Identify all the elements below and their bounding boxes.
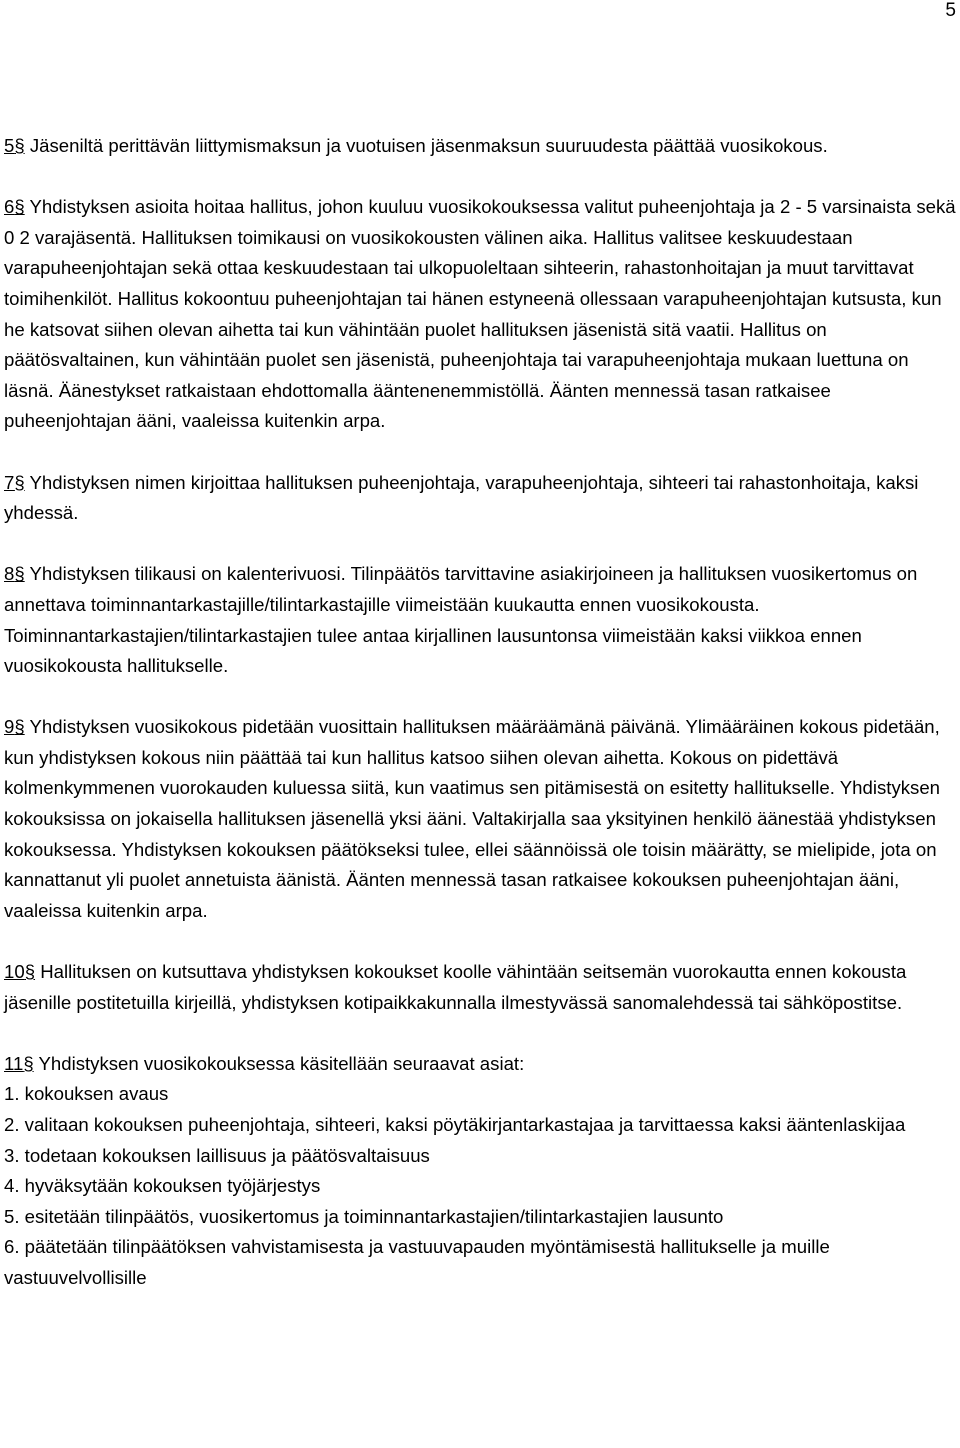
section-number: 9 [4,716,15,738]
section-11-intro [4,1049,956,1080]
section-number: 8 [4,563,15,585]
section-5 [4,131,956,162]
section-8 [4,559,956,681]
agenda-item: 2. valitaan kokouksen puheenjohtaja, sihteeri, kaksi pöytäkirjantarkastajaa ja tarvittaessa kaksi ääntenlaskijaa [4,1114,906,1135]
section-text: Jäseniltä perittävän liittymismaksun ja vuotuisen jäsenmaksun suuruudesta päättää vuosikokous. [24,135,828,156]
section-sign-icon: § [14,135,25,156]
agenda-item: 3. todetaan kokouksen laillisuus ja päätösvaltaisuus [4,1144,430,1166]
section-number: 6 [4,196,15,218]
section-11 [4,1049,956,1294]
section-text: Yhdistyksen vuosikokouksessa käsitellään seuraavat asiat: [33,1052,525,1074]
section-sign-icon: § [24,961,36,983]
agenda-item: 6. päätetään tilinpäätöksen vahvistamisesta ja vastuuvapauden myöntämisestä hallitukselle ja muille vastuuvelvollisille [4,1236,830,1288]
document-body [4,131,956,1294]
section-text: Yhdistyksen vuosikokous pidetään vuosittain hallituksen määräämänä päivänä. Ylimääräinen kokous pidetään, kun yhdistyksen kokous niin päättää tai kun hallitus katsoo siihen olevan aihetta. Kokous on pidettävä kolmenkymmenen vuorokauden kuluessa siitä, kun vaatimus sen pitämisestä on esitetty hallitukselle. Yhdistyksen kokouksissa on jokaisella hallituksen jäsenellä yksi ääni. Valtakirjalla saa yksityinen henkilö äänestää yhdistyksen kokouksessa. Yhdistyksen kokouksen päätökseksi tulee, ellei säännöissä ole toisin määrätty, se mielipide, jota on kannattanut yli puolet annetuista äänistä. Äänten mennessä tasan ratkaisee kokouksen puheenjohtajan ääni, vaaleissa kuitenkin arpa. [4,716,941,921]
section-sign-icon: § [14,716,25,738]
section-number: 7 [4,471,15,493]
section-6 [4,192,956,437]
section-sign-icon: § [14,471,25,493]
section-text: Yhdistyksen nimen kirjoittaa hallituksen puheenjohtaja, varapuheenjohtaja, sihteeri tai rahastonhoitaja, kaksi yhdessä. [4,471,919,524]
section-number: 10 [4,961,25,983]
agenda-item: 4. hyväksytään kokouksen työjärjestys [4,1175,321,1197]
section-sign-icon: § [23,1052,34,1074]
section-sign-icon: § [14,563,25,585]
section-9 [4,712,956,926]
section-text: Yhdistyksen asioita hoitaa hallitus, johon kuuluu vuosikokouksessa valitut puheenjohtaja ja 2 - 5 varsinaista sekä 0 2 varajäsentä. Hallituksen toimikausi on vuosikokousten välinen aika. Hallitus valitsee keskuudestaan varapuheenjohtajan sekä ottaa keskuudestaan tai ulkopuoleltaan sihteerin, rahastonhoitajan ja muut tarvittavat toimihenkilöt. Hallitus kokoontuu puheenjohtajan tai hänen estyneenä ollessaan varapuheenjohtajan kutsusta, kun he katsovat siihen olevan aihetta tai kun vähintään puolet hallituksen jäsenistä sitä vaatii. Hallitus on päätösvaltainen, kun vähintään puolet sen jäsenistä, puheenjohtaja tai varapuheenjohtaja mukaan luettuna on läsnä. Äänestykset ratkaistaan ehdottomalla ääntenenemmistöllä. Äänten mennessä tasan ratkaisee puheenjohtajan ääni, vaaleissa kuitenkin arpa. [4,196,956,432]
agenda-item: 5. esitetään tilinpäätös, vuosikertomus ja toiminnantarkastajien/tilintarkastajien lausunto [4,1205,724,1227]
section-text: Hallituksen on kutsuttava yhdistyksen kokoukset koolle vähintään seitsemän vuorokautta ennen kokousta jäsenille postitetuilla kirjeillä, yhdistyksen kotipaikkakunnalla ilmestyvässä sanomalehdessä tai sähköpostitse. [4,961,907,1013]
section-text: Yhdistyksen tilikausi on kalenterivuosi. Tilinpäätös tarvittavine asiakirjoineen ja hallituksen vuosikertomus on annettava toiminnantarkastajille/tilintarkastajille viimeistään kuukautta ennen vuosikokousta. Toiminnantarkastajien/tilintarkastajien tulee antaa kirjallinen lausuntonsa viimeistään kaksi viikkoa ennen vuosikokousta hallitukselle. [4,563,918,677]
section-number: 11 [4,1052,24,1074]
section-sign-icon: § [14,196,25,218]
section-7 [4,468,956,529]
page-number: 5 [945,0,956,21]
section-10 [4,957,956,1018]
agenda-item: 1. kokouksen avaus [4,1083,169,1105]
section-number: 5 [4,135,15,156]
